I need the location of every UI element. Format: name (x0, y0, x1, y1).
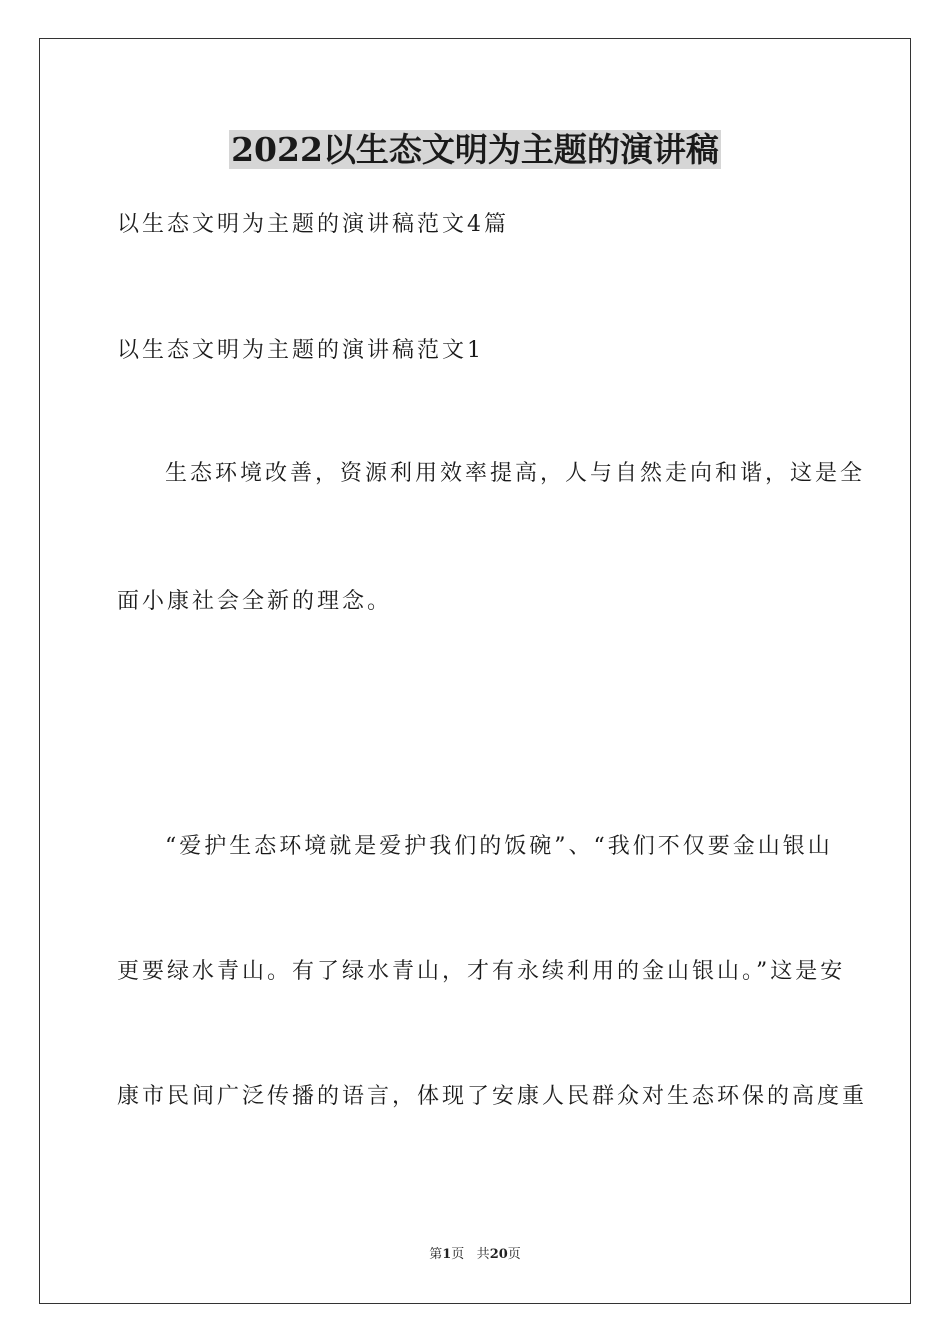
page-number: 1 (442, 1247, 452, 1262)
document-title (0, 126, 950, 174)
paragraph-line: 面小康社会全新的理念。 (117, 589, 393, 614)
page-footer (0, 1246, 950, 1264)
total-prefix: 共 (476, 1247, 490, 1262)
paragraph-line: 更要绿水青山。有了绿水青山，才有永续利用的金山银山。”这是安 (117, 959, 846, 984)
doc-subtitle: 以生态文明为主题的演讲稿范文4篇 (117, 212, 509, 237)
paragraph-line: 康市民间广泛传播的语言，体现了安康人民群众对生态环保的高度重 (117, 1084, 868, 1109)
paragraph-line: 生态环境改善，资源利用效率提高，人与自然走向和谐，这是全 (165, 461, 866, 486)
paragraph-line: “爱护生态环境就是爱护我们的饭碗”、“我们不仅要金山银山 (165, 834, 833, 859)
section-heading: 以生态文明为主题的演讲稿范文1 (117, 338, 484, 363)
page-prefix: 第 (429, 1247, 443, 1262)
total-suffix: 页 (507, 1247, 521, 1262)
total-pages: 20 (489, 1247, 508, 1262)
page-suffix: 页 (451, 1247, 465, 1262)
document-title-text: 2022以生态文明为主题的演讲稿 (231, 130, 719, 169)
